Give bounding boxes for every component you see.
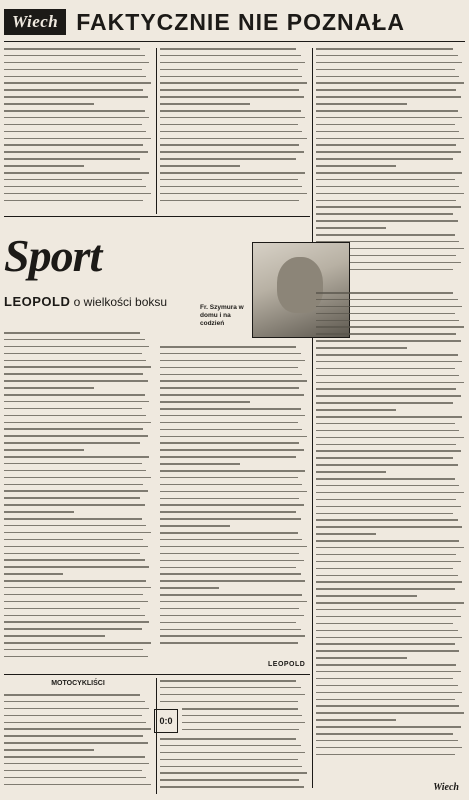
text-line-placeholder	[4, 200, 143, 202]
text-line-placeholder	[4, 62, 149, 64]
text-line-placeholder	[316, 131, 459, 133]
text-line-placeholder	[316, 117, 462, 119]
text-line-placeholder	[316, 227, 386, 229]
sport-byline: LEOPOLD	[268, 661, 306, 668]
text-line-placeholder	[4, 601, 148, 603]
text-line-placeholder	[4, 353, 142, 355]
text-line-placeholder	[4, 144, 143, 146]
text-line-placeholder	[160, 573, 301, 575]
text-line-placeholder	[4, 749, 94, 751]
text-line-placeholder	[4, 69, 142, 71]
text-line-placeholder	[160, 172, 305, 174]
text-line-placeholder	[316, 82, 464, 84]
text-line-placeholder	[4, 103, 94, 105]
text-line-placeholder	[316, 685, 458, 687]
text-line-placeholder	[160, 745, 301, 747]
brief-column-1	[4, 694, 152, 794]
text-line-placeholder	[160, 374, 302, 376]
text-line-placeholder	[160, 62, 305, 64]
text-line-placeholder	[316, 568, 453, 570]
text-line-placeholder	[316, 320, 459, 322]
text-line-placeholder	[160, 546, 307, 548]
section-rule	[4, 674, 310, 675]
text-line-placeholder	[160, 200, 299, 202]
text-line-placeholder	[160, 110, 301, 112]
text-line-placeholder	[4, 408, 142, 410]
text-line-placeholder	[4, 346, 149, 348]
text-line-placeholder	[4, 339, 145, 341]
text-line-placeholder	[316, 643, 455, 645]
text-line-placeholder	[160, 484, 302, 486]
text-line-placeholder	[4, 428, 143, 430]
text-line-placeholder	[160, 144, 299, 146]
text-line-placeholder	[316, 705, 459, 707]
text-line-placeholder	[4, 497, 140, 499]
text-line-placeholder	[316, 630, 458, 632]
text-line-placeholder	[316, 671, 461, 673]
text-line-placeholder	[160, 511, 296, 513]
text-line-placeholder	[160, 470, 305, 472]
text-line-placeholder	[4, 394, 145, 396]
photo-caption: Fr. Szymura w domu i na codzień	[200, 304, 244, 327]
text-line-placeholder	[316, 519, 458, 521]
text-line-placeholder	[316, 69, 455, 71]
column-divider	[156, 48, 157, 214]
text-line-placeholder	[316, 206, 461, 208]
text-line-placeholder	[316, 409, 396, 411]
sport-column-1	[4, 332, 152, 672]
text-line-placeholder	[4, 559, 145, 561]
text-line-placeholder	[160, 477, 298, 479]
text-line-placeholder	[316, 712, 464, 714]
text-line-placeholder	[160, 76, 302, 78]
text-line-placeholder	[4, 694, 140, 696]
text-line-placeholder	[4, 742, 148, 744]
text-line-placeholder	[316, 554, 456, 556]
text-line-placeholder	[316, 62, 462, 64]
text-line-placeholder	[316, 457, 453, 459]
text-line-placeholder	[316, 103, 407, 105]
text-line-placeholder	[4, 615, 145, 617]
text-line-placeholder	[316, 193, 464, 195]
text-line-placeholder	[4, 763, 149, 765]
text-line-placeholder	[160, 193, 307, 195]
text-line-placeholder	[4, 387, 94, 389]
masthead-rule	[4, 41, 465, 42]
text-line-placeholder	[316, 561, 461, 563]
text-line-placeholder	[160, 635, 305, 637]
text-line-placeholder	[160, 539, 302, 541]
text-line-placeholder	[4, 172, 149, 174]
text-line-placeholder	[160, 124, 298, 126]
text-line-placeholder	[160, 786, 304, 788]
text-line-placeholder	[316, 138, 464, 140]
text-line-placeholder	[316, 657, 407, 659]
text-line-placeholder	[316, 213, 453, 215]
text-line-placeholder	[316, 650, 459, 652]
text-line-placeholder	[182, 715, 302, 717]
text-line-placeholder	[4, 422, 151, 424]
text-line-placeholder	[316, 492, 464, 494]
text-line-placeholder	[160, 629, 301, 631]
text-line-placeholder	[4, 435, 148, 437]
text-line-placeholder	[160, 89, 299, 91]
text-line-placeholder	[4, 110, 145, 112]
text-line-placeholder	[182, 722, 305, 724]
text-line-placeholder	[160, 772, 307, 774]
text-line-placeholder	[316, 388, 456, 390]
text-line-placeholder	[4, 635, 105, 637]
text-line-placeholder	[4, 546, 148, 548]
text-line-placeholder	[160, 449, 304, 451]
text-line-placeholder	[182, 708, 298, 710]
text-line-placeholder	[316, 588, 455, 590]
text-line-placeholder	[4, 401, 149, 403]
text-line-placeholder	[316, 430, 459, 432]
text-line-placeholder	[160, 687, 301, 689]
text-line-placeholder	[4, 477, 151, 479]
text-line-placeholder	[160, 779, 299, 781]
text-line-placeholder	[316, 678, 453, 680]
text-line-placeholder	[4, 735, 143, 737]
text-line-placeholder	[4, 158, 140, 160]
brief-column-2-bottom	[160, 738, 308, 794]
text-line-placeholder	[4, 587, 151, 589]
text-line-placeholder	[316, 402, 453, 404]
text-line-placeholder	[160, 103, 250, 105]
text-line-placeholder	[316, 485, 459, 487]
text-line-placeholder	[316, 55, 458, 57]
text-line-placeholder	[4, 360, 146, 362]
text-line-placeholder	[4, 55, 145, 57]
text-line-placeholder	[316, 158, 453, 160]
text-line-placeholder	[4, 504, 145, 506]
text-line-placeholder	[316, 581, 462, 583]
text-line-placeholder	[316, 395, 461, 397]
text-line-placeholder	[4, 151, 148, 153]
text-line-placeholder	[316, 747, 462, 749]
text-line-placeholder	[160, 580, 305, 582]
text-line-placeholder	[4, 566, 149, 568]
text-line-placeholder	[4, 580, 146, 582]
page-title: FAKTYCZNIE NIE POZNAŁA	[76, 8, 405, 35]
text-line-placeholder	[316, 471, 386, 473]
text-line-placeholder	[4, 138, 151, 140]
text-line-placeholder	[316, 416, 462, 418]
text-line-placeholder	[4, 332, 140, 334]
text-line-placeholder	[316, 602, 464, 604]
text-line-placeholder	[316, 144, 456, 146]
text-line-placeholder	[160, 367, 298, 369]
text-line-placeholder	[4, 165, 84, 167]
text-line-placeholder	[4, 415, 146, 417]
text-line-placeholder	[4, 539, 143, 541]
text-line-placeholder	[316, 664, 456, 666]
text-line-placeholder	[160, 553, 299, 555]
text-line-placeholder	[4, 117, 149, 119]
text-line-placeholder	[160, 96, 304, 98]
text-line-placeholder	[316, 110, 458, 112]
text-line-placeholder	[160, 532, 298, 534]
text-line-placeholder	[160, 179, 298, 181]
brief-heading: MOTOCYKLIŚCI	[51, 680, 105, 687]
text-line-placeholder	[316, 333, 456, 335]
text-line-placeholder	[160, 518, 301, 520]
text-line-placeholder	[160, 463, 240, 465]
text-line-placeholder	[160, 82, 307, 84]
section-rule	[4, 216, 310, 217]
text-line-placeholder	[160, 560, 304, 562]
text-line-placeholder	[316, 165, 396, 167]
text-line-placeholder	[4, 366, 151, 368]
text-line-placeholder	[4, 89, 143, 91]
text-line-placeholder	[316, 48, 453, 50]
text-line-placeholder	[160, 525, 230, 527]
text-line-placeholder	[316, 699, 455, 701]
text-line-placeholder	[4, 511, 74, 513]
text-line-placeholder	[160, 759, 298, 761]
text-line-placeholder	[4, 124, 142, 126]
text-line-placeholder	[160, 401, 250, 403]
text-line-placeholder	[316, 526, 462, 528]
text-line-placeholder	[316, 220, 458, 222]
text-line-placeholder	[160, 415, 305, 417]
text-line-placeholder	[4, 715, 142, 717]
text-line-placeholder	[160, 408, 301, 410]
text-line-placeholder	[316, 623, 453, 625]
text-line-placeholder	[316, 172, 462, 174]
brief-column-2-top	[160, 680, 308, 706]
text-line-placeholder	[4, 728, 151, 730]
text-line-placeholder	[316, 375, 459, 377]
text-line-placeholder	[4, 484, 143, 486]
text-line-placeholder	[4, 628, 142, 630]
text-line-placeholder	[160, 766, 302, 768]
text-line-placeholder	[316, 464, 458, 466]
text-line-placeholder	[316, 423, 455, 425]
text-line-placeholder	[316, 595, 417, 597]
text-line-placeholder	[160, 346, 296, 348]
text-line-placeholder	[160, 587, 219, 589]
sport-column-2	[160, 346, 308, 658]
text-line-placeholder	[4, 656, 148, 658]
text-line-placeholder	[316, 186, 459, 188]
text-line-placeholder	[316, 89, 456, 91]
text-line-placeholder	[160, 422, 298, 424]
text-line-placeholder	[316, 726, 461, 728]
article-column-1	[4, 48, 152, 212]
text-line-placeholder	[4, 131, 146, 133]
text-line-placeholder	[316, 533, 376, 535]
text-line-placeholder	[316, 575, 458, 577]
text-line-placeholder	[160, 642, 298, 644]
text-line-placeholder	[316, 478, 455, 480]
headline-rest: o wielkości boksu	[70, 295, 168, 309]
text-line-placeholder	[160, 498, 299, 500]
text-line-placeholder	[4, 525, 146, 527]
text-line-placeholder	[160, 131, 302, 133]
text-line-placeholder	[4, 456, 149, 458]
text-line-placeholder	[316, 200, 456, 202]
text-line-placeholder	[316, 450, 461, 452]
signoff: Wiech	[433, 782, 459, 793]
text-line-placeholder	[316, 754, 455, 756]
text-line-placeholder	[316, 96, 461, 98]
text-line-placeholder	[316, 354, 458, 356]
text-line-placeholder	[160, 165, 240, 167]
text-line-placeholder	[4, 193, 151, 195]
text-line-placeholder	[4, 82, 151, 84]
text-line-placeholder	[4, 442, 140, 444]
brief-column-2-mid	[182, 708, 308, 734]
text-line-placeholder	[316, 340, 461, 342]
text-line-placeholder	[4, 722, 146, 724]
text-line-placeholder	[160, 594, 302, 596]
text-line-placeholder	[316, 347, 407, 349]
text-line-placeholder	[316, 719, 396, 721]
text-line-placeholder	[4, 770, 142, 772]
text-line-placeholder	[4, 96, 148, 98]
text-line-placeholder	[4, 573, 63, 575]
text-line-placeholder	[4, 76, 146, 78]
text-line-placeholder	[316, 151, 461, 153]
text-line-placeholder	[316, 513, 453, 515]
text-line-placeholder	[160, 567, 296, 569]
text-line-placeholder	[160, 394, 304, 396]
text-line-placeholder	[160, 380, 307, 382]
text-line-placeholder	[316, 540, 459, 542]
text-line-placeholder	[4, 373, 143, 375]
text-line-placeholder	[160, 186, 302, 188]
text-line-placeholder	[316, 124, 455, 126]
text-line-placeholder	[4, 621, 149, 623]
text-line-placeholder	[4, 777, 146, 779]
text-line-placeholder	[160, 138, 307, 140]
text-line-placeholder	[4, 701, 145, 703]
text-line-placeholder	[4, 784, 151, 786]
text-line-placeholder	[160, 694, 305, 696]
text-line-placeholder	[316, 313, 455, 315]
text-line-placeholder	[316, 234, 455, 236]
text-line-placeholder	[4, 756, 145, 758]
newspaper-page	[4, 4, 465, 796]
brand-logo: Wiech	[4, 9, 66, 35]
text-line-placeholder	[316, 306, 462, 308]
text-line-placeholder	[316, 547, 464, 549]
text-line-placeholder	[316, 506, 461, 508]
sport-article-headline	[4, 294, 184, 310]
text-line-placeholder	[316, 637, 462, 639]
masthead	[4, 4, 465, 40]
text-line-placeholder	[4, 649, 143, 651]
text-line-placeholder	[4, 532, 151, 534]
text-line-placeholder	[160, 48, 296, 50]
text-line-placeholder	[316, 368, 455, 370]
text-line-placeholder	[4, 470, 146, 472]
text-line-placeholder	[316, 740, 458, 742]
text-line-placeholder	[160, 622, 296, 624]
text-line-placeholder	[4, 48, 140, 50]
text-line-placeholder	[4, 186, 146, 188]
text-line-placeholder	[160, 456, 296, 458]
text-line-placeholder	[316, 361, 462, 363]
article-column-2	[160, 48, 308, 212]
text-line-placeholder	[316, 179, 455, 181]
text-line-placeholder	[4, 449, 84, 451]
column-divider	[156, 678, 157, 794]
text-line-placeholder	[4, 642, 151, 644]
text-line-placeholder	[160, 69, 298, 71]
text-line-placeholder	[160, 429, 302, 431]
text-line-placeholder	[4, 553, 140, 555]
text-line-placeholder	[4, 594, 143, 596]
text-line-placeholder	[160, 360, 305, 362]
text-line-placeholder	[160, 680, 296, 682]
text-line-placeholder	[4, 490, 148, 492]
text-line-placeholder	[316, 437, 464, 439]
text-line-placeholder	[316, 692, 462, 694]
text-line-placeholder	[316, 444, 456, 446]
text-line-placeholder	[160, 608, 299, 610]
text-line-placeholder	[160, 491, 307, 493]
text-line-placeholder	[160, 615, 304, 617]
article-column-4	[316, 292, 465, 776]
text-line-placeholder	[316, 382, 464, 384]
text-line-placeholder	[160, 701, 298, 703]
text-line-placeholder	[160, 436, 307, 438]
text-line-placeholder	[160, 504, 304, 506]
text-line-placeholder	[160, 601, 307, 603]
text-line-placeholder	[316, 292, 453, 294]
text-line-placeholder	[4, 708, 149, 710]
text-line-placeholder	[316, 609, 456, 611]
text-line-placeholder	[160, 738, 296, 740]
text-line-placeholder	[316, 326, 464, 328]
text-line-placeholder	[316, 76, 459, 78]
headline-name: LEOPOLD	[4, 294, 71, 309]
text-line-placeholder	[160, 55, 301, 57]
text-line-placeholder	[316, 499, 456, 501]
text-line-placeholder	[160, 752, 305, 754]
score-badge: 0:0	[154, 709, 178, 733]
text-line-placeholder	[316, 616, 461, 618]
text-line-placeholder	[160, 353, 301, 355]
text-line-placeholder	[4, 463, 142, 465]
text-line-placeholder	[160, 387, 299, 389]
text-line-placeholder	[4, 608, 140, 610]
text-line-placeholder	[316, 733, 453, 735]
text-line-placeholder	[182, 729, 299, 731]
text-line-placeholder	[4, 518, 142, 520]
text-line-placeholder	[160, 151, 304, 153]
text-line-placeholder	[160, 442, 299, 444]
text-line-placeholder	[4, 179, 142, 181]
text-line-placeholder	[316, 299, 458, 301]
sport-section-logo: Sport	[4, 230, 102, 281]
text-line-placeholder	[160, 158, 296, 160]
text-line-placeholder	[160, 117, 305, 119]
text-line-placeholder	[4, 380, 148, 382]
column-divider	[312, 48, 313, 788]
